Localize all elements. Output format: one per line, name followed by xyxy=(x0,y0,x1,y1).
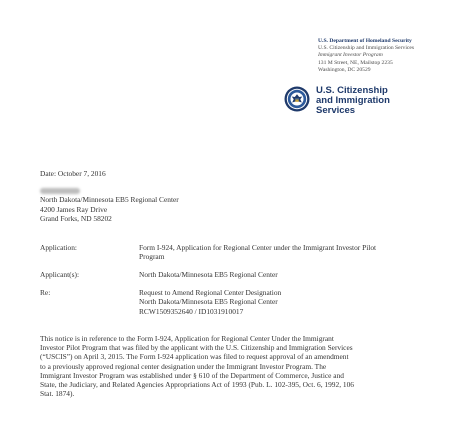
letterhead xyxy=(318,38,448,74)
field-value-line: North Dakota/Minnesota EB5 Regional Center xyxy=(139,297,278,307)
paragraph-line: This notice is in reference to the Form I-924, Application for Regional Center Under the Immigrant xyxy=(40,334,334,343)
brand-line: and Immigration xyxy=(316,95,390,106)
recipient-line: 4200 James Ray Drive xyxy=(40,204,108,214)
field-value-line: Program xyxy=(139,252,165,262)
field-label: Re: xyxy=(40,288,51,297)
field-label: Application: xyxy=(40,243,77,252)
field-value-line: RCW1509352640 / ID1031910017 xyxy=(139,306,244,316)
body-paragraph xyxy=(40,334,440,398)
uscis-brand xyxy=(316,86,390,116)
redacted-name xyxy=(40,188,80,194)
letterhead-line: 131 M Street, NE, Mailstop 2235 xyxy=(318,59,393,66)
field-value-line: North Dakota/Minnesota EB5 Regional Center xyxy=(139,270,278,279)
brand-line: Services xyxy=(316,105,356,116)
recipient-address xyxy=(40,186,179,224)
paragraph-line: to a previously approved regional center designation under the Immigrant Investor Program. The xyxy=(40,361,327,371)
paragraph-line: Investor Pilot Program that was filed by the applicant with the U.S. Citizenship and Immigration Services xyxy=(40,343,353,353)
letterhead-line: Immigrant Investor Program xyxy=(318,52,383,59)
field-value-line: Form I-924, Application for Regional Center under the Immigrant Investor Pilot xyxy=(139,243,377,252)
field-value-line: Request to Amend Regional Center Designation xyxy=(139,288,282,297)
letterhead-line: U.S. Citizenship and Immigration Services xyxy=(318,45,415,52)
field-value xyxy=(139,288,281,316)
brand-line: U.S. Citizenship xyxy=(316,85,388,96)
letterhead-line: Washington, DC 20529 xyxy=(318,66,371,73)
paragraph-line: Immigrant Investor Program was established under § 610 of the Department of Commerce, Justice and xyxy=(40,370,344,380)
agency-name: U.S. Department of Homeland Security xyxy=(318,38,412,44)
letter-date: Date: October 7, 2016 xyxy=(40,169,106,178)
recipient-line: Grand Forks, ND 58202 xyxy=(40,214,112,224)
field-label: Applicant(s): xyxy=(40,270,79,279)
field-value xyxy=(139,243,376,262)
paragraph-line: Stat. 1874). xyxy=(40,389,75,399)
paragraph-line: State, the Judiciary, and Related Agencies Appropriations Act of 1993 (Pub. L. 102-395, Oct. 6, 1992, 106 xyxy=(40,380,354,390)
dhs-seal-icon xyxy=(284,86,310,112)
paragraph-line: (“USCIS”) on April 3, 2015. The Form I-924 application was filed to request approval of an amendment xyxy=(40,352,349,362)
recipient-line: North Dakota/Minnesota EB5 Regional Center xyxy=(40,195,179,205)
field-value xyxy=(139,270,278,279)
